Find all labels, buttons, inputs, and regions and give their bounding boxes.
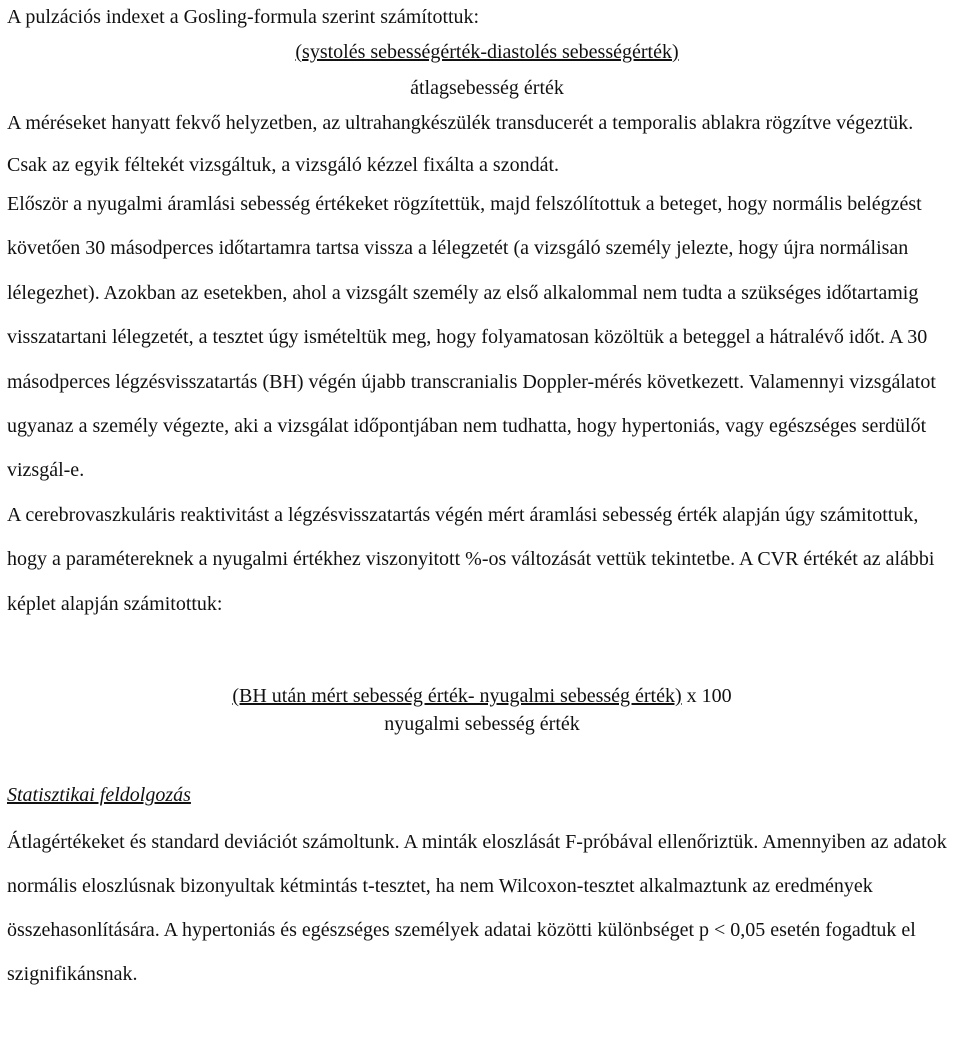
pulsatility-numerator: (systolés sebességérték-diastolés sebességérték) bbox=[295, 41, 679, 63]
document bbox=[7, 0, 957, 996]
cvr-denominator: nyugalmi sebesség érték bbox=[384, 713, 580, 736]
paragraph-procedure: Először a nyugalmi áramlási sebesség értékeket rögzítettük, majd felszólítottuk a beteget, hogy normális belégzést követően 30 másodperces időtartamra tartsa vissza a lélegzetét (a vizsgáló személy jelezte, hogy újra normálisan lélegezhet). Azokban az esetekben, ahol a vizsgált személy az első alkalommal nem tudta a szükséges időtartamig visszatartani lélegzetét, a tesztet úgy ismételtük meg, hogy folyamatosan közöltük a beteggel a hátralévő időt. A 30 másodperces légzésvisszatartás (BH) végén újabb transcranialis Doppler-mérés következett. Valamennyi vizsgálatot ugyanaz a személy végezte, aki a vizsgálat időpontjában nem tudhatta, hogy hypertoniás, vagy egészséges serdülőt vizsgál-e. bbox=[7, 193, 936, 482]
pulsatility-denominator: átlagsebesség érték bbox=[410, 77, 564, 99]
intro-line: A pulzációs indexet a Gosling-formula szerint számítottuk: bbox=[7, 6, 480, 28]
cvr-numerator-line bbox=[7, 682, 957, 710]
paragraph-measurement: A méréseket hanyatt fekvő helyzetben, az ultrahangkészülék transducerét a temporalis ablakra rögzítve végeztük. Csak az egyik féltekét vizsgáltuk, a vizsgáló kézzel fixálta a szondát. bbox=[7, 112, 914, 176]
cvr-multiplier: x 100 bbox=[681, 685, 732, 708]
pulsatility-formula bbox=[7, 34, 957, 106]
paragraph-cvr: A cerebrovaszkuláris reaktivitást a légzésvisszatartás végén mért áramlási sebesség érték alapján úgy számitottuk, hogy a paramétereknek a nyugalmi értékhez viszonyitott %-os változását vettük tekintetbe. A CVR értékét az alábbi képlet alapján számitottuk: bbox=[7, 503, 935, 615]
paragraph-stats: Átlagértékeket és standard deviációt számoltunk. A minták eloszlását F-próbával ellenőriztük. Amennyiben az adatok normális eloszlúsnak bizonyultak kétmintás t-tesztet, ha nem Wilcoxon-tesztet alkalmaztunk az eredmények összehasonlítására. A hypertoniás és egészséges személyek adatai közötti különbséget p < 0,05 esetén fogadtuk el szignifikánsnak. bbox=[7, 831, 947, 986]
stats-heading: Statisztikai feldolgozás bbox=[7, 784, 191, 807]
cvr-formula bbox=[7, 682, 957, 738]
cvr-numerator: (BH után mért sebesség érték- nyugalmi sebesség érték) bbox=[232, 685, 682, 708]
